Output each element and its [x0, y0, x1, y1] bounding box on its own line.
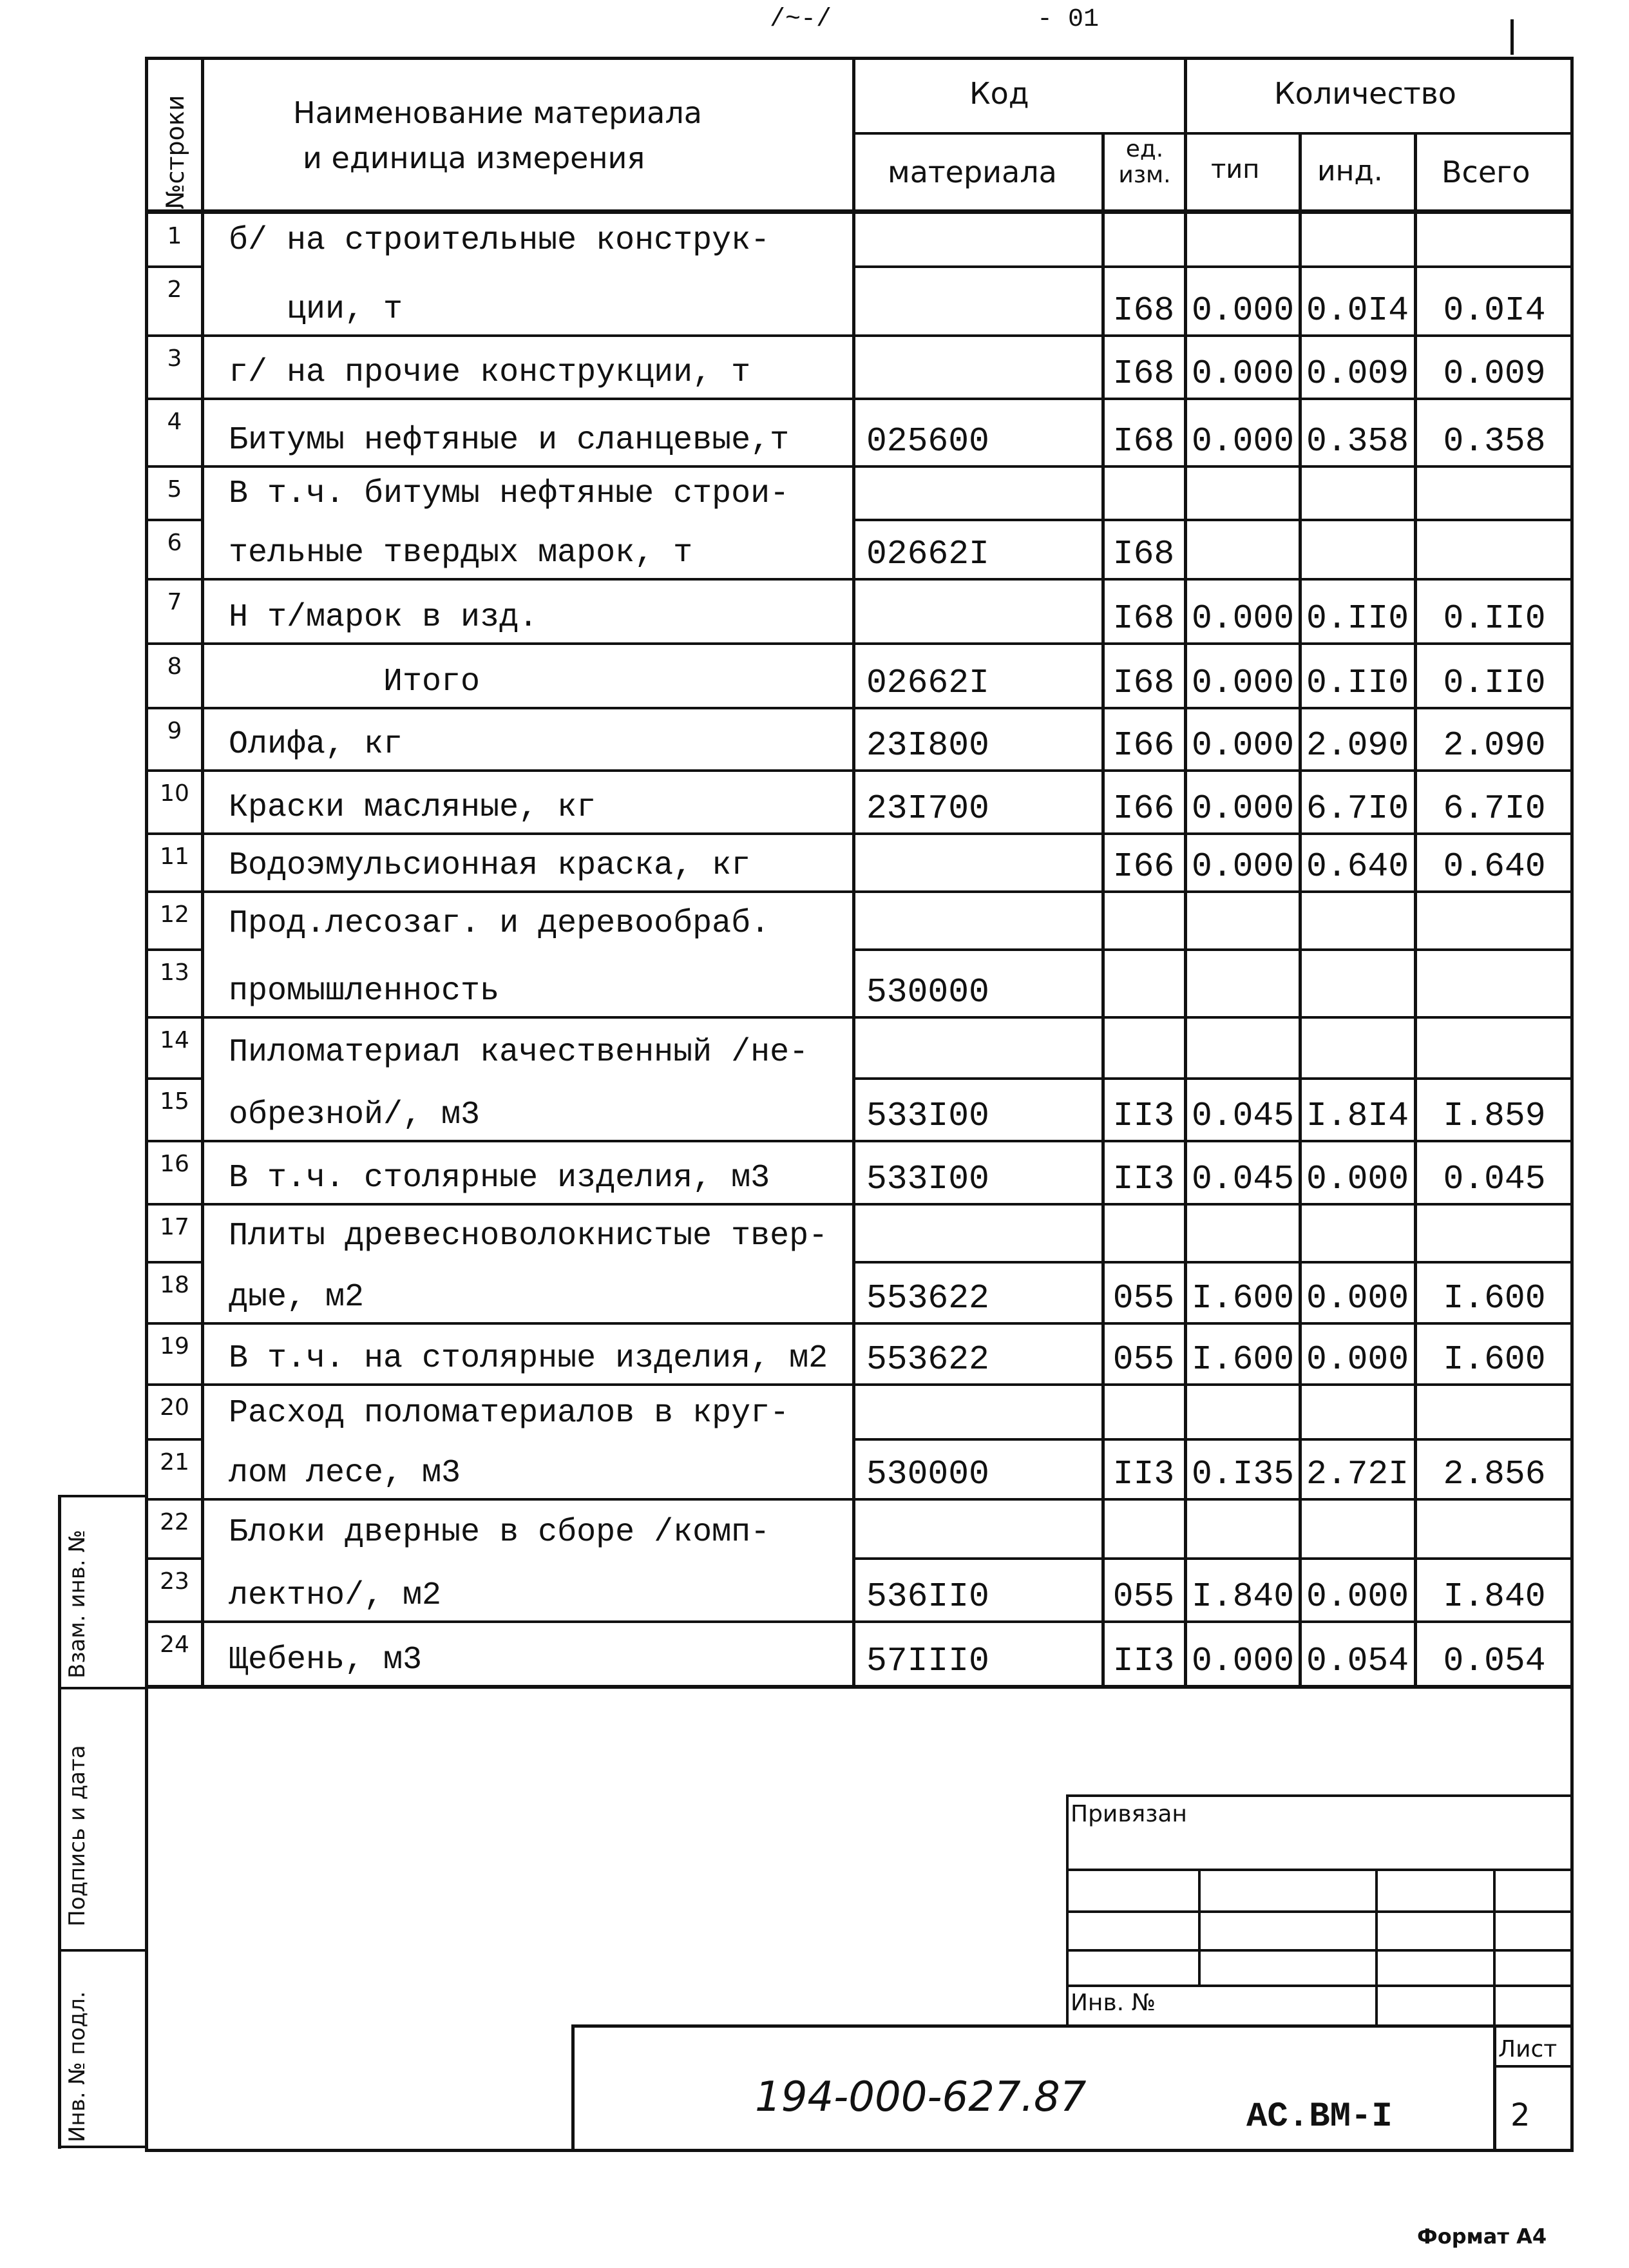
table-cell-unit: I68 [1112, 422, 1175, 461]
table-cell-unit: 055 [1112, 1279, 1175, 1318]
table-cell-unit: I66 [1112, 726, 1175, 765]
table-cell-name: ции, т [229, 291, 403, 328]
table-row-line [145, 1016, 1574, 1019]
table-cell-ind: 0.054 [1306, 1642, 1409, 1680]
table-cell-unit: I68 [1112, 664, 1175, 702]
header-qty-group: Количество [1274, 76, 1456, 111]
table-cell-unit: I68 [1112, 354, 1175, 393]
table-row-number: 3 [167, 345, 182, 372]
stamp-grid-v3 [1493, 1869, 1496, 2026]
table-row-number: 4 [167, 408, 182, 435]
stamp-main-left [571, 2024, 575, 2152]
table-cell-name: Н т/марок в изд. [229, 599, 538, 636]
table-cell-typ: 0.000 [1191, 1642, 1295, 1680]
table-cell-name: Плиты древесноволокнистые твер- [229, 1218, 828, 1254]
table-cell-name: В т.ч. столярные изделия, м3 [229, 1160, 770, 1196]
table-cell-ind: 0.009 [1306, 354, 1409, 393]
table-cell-name: обрезной/, м3 [229, 1097, 481, 1133]
header-code-group: Код [969, 76, 1029, 111]
table-cell-ind: I.8I4 [1306, 1097, 1409, 1135]
table-cell-name: Водоэмульсионная краска, кг [229, 847, 751, 884]
table-cell-name: В т.ч. битумы нефтяные строи- [229, 476, 790, 512]
header-name-line1: Наименование материала [293, 95, 702, 130]
table-row-number: 18 [160, 1272, 189, 1298]
table-cell-total: 2.856 [1443, 1455, 1546, 1494]
table-row-line [145, 890, 1574, 893]
header-name-line2: и единица измерения [303, 140, 645, 175]
stamp-doc-number: 194-000-627.87 [755, 2073, 1087, 2121]
table-cell-name: промышленность [229, 973, 500, 1010]
header-qty-ind: инд. [1317, 155, 1383, 187]
table-row-number: 2 [167, 276, 182, 303]
header-row-number: №строки [161, 95, 189, 209]
table-cell-name: Расход поломатериалов в круг- [229, 1395, 790, 1432]
table-border-top [145, 57, 1574, 60]
header-code-material: материала [888, 155, 1057, 189]
format-label: Формат А4 [1417, 2224, 1547, 2249]
table-cell-unit: II3 [1112, 1455, 1175, 1494]
stamp-grid-v2 [1375, 1869, 1378, 2026]
table-cell-name: г/ на прочие конструкции, т [229, 354, 751, 391]
table-cell-ind: 0.000 [1306, 1279, 1409, 1318]
table-cell-total: I.859 [1443, 1097, 1546, 1135]
table-cell-typ: 0.045 [1191, 1097, 1295, 1135]
table-row-line [145, 642, 1574, 645]
table-row-line [145, 1322, 1574, 1325]
table-cell-typ: 0.000 [1191, 291, 1295, 330]
table-row-line [145, 1140, 1574, 1142]
table-cell-code: 530000 [866, 1455, 989, 1494]
table-row-number: 13 [160, 959, 189, 986]
table-cell-name: дые, м2 [229, 1279, 365, 1316]
table-cell-unit: II3 [1112, 1097, 1175, 1135]
table-cell-total: 0.358 [1443, 422, 1546, 461]
stamp-sheet-left [1493, 2024, 1496, 2152]
table-cell-unit: I66 [1112, 847, 1175, 886]
stamp-grid-h3 [1066, 1949, 1574, 1952]
top-fragment-left: /~-/ [770, 5, 832, 34]
table-row-line-right [852, 1557, 1574, 1560]
table-cell-unit: I68 [1112, 599, 1175, 638]
table-cell-code: 533I00 [866, 1097, 989, 1135]
table-row-number: 21 [160, 1449, 189, 1475]
table-cell-code: 533I00 [866, 1160, 989, 1198]
table-row-line [145, 465, 1574, 468]
table-row-line-right [852, 265, 1574, 268]
table-cell-code: 23I700 [866, 789, 989, 828]
table-cell-unit: 055 [1112, 1340, 1175, 1379]
table-row-line [145, 1557, 203, 1560]
table-row-line [145, 1383, 1574, 1386]
table-cell-typ: 0.000 [1191, 599, 1295, 638]
stamp-grid-h1 [1066, 1869, 1574, 1871]
top-fragment-right: - 01 [1037, 5, 1100, 34]
table-row-line [145, 1620, 1574, 1623]
table-cell-code: 025600 [866, 422, 989, 461]
table-cell-code: 02662I [866, 535, 989, 573]
table-cell-name: Блоки дверные в сборе /комп- [229, 1514, 770, 1551]
table-cell-typ: I.600 [1191, 1279, 1295, 1318]
table-cell-name: б/ на строительные конструк- [229, 222, 770, 259]
stamp-grid-h4 [1066, 1984, 1574, 1987]
stamp-main-top [571, 2024, 1574, 2028]
table-cell-typ: 0.000 [1191, 726, 1295, 765]
table-cell-unit: I68 [1112, 535, 1175, 573]
side-strip-top [58, 1495, 148, 1497]
table-row-number: 16 [160, 1151, 189, 1177]
col-line-name [852, 57, 855, 1687]
table-row-line [145, 832, 1574, 835]
table-cell-code: 02662I [866, 664, 989, 702]
table-cell-typ: I.840 [1191, 1577, 1295, 1616]
table-row-line [145, 265, 203, 268]
table-cell-unit: I68 [1112, 291, 1175, 330]
table-row-line [145, 948, 203, 951]
table-cell-name: Итого [229, 664, 481, 700]
side-strip-left [58, 1495, 61, 2149]
table-row-line [145, 334, 1574, 337]
table-cell-total: I.600 [1443, 1340, 1546, 1379]
header-code-unit: ед. изм. [1118, 136, 1171, 188]
table-cell-unit: II3 [1112, 1160, 1175, 1198]
table-row-line [145, 769, 1574, 772]
side-strip-div1 [58, 1687, 148, 1689]
table-cell-ind: 2.72I [1306, 1455, 1409, 1494]
table-row-line-right [852, 1438, 1574, 1441]
table-cell-name: тельные твердых марок, т [229, 535, 693, 572]
table-cell-typ: 0.000 [1191, 664, 1295, 702]
table-cell-typ: I.600 [1191, 1340, 1295, 1379]
table-row-number: 5 [167, 476, 182, 503]
table-cell-ind: 6.7I0 [1306, 789, 1409, 828]
table-cell-name: Битумы нефтяные и сланцевые,т [229, 422, 790, 459]
table-cell-total: 0.II0 [1443, 599, 1546, 638]
table-cell-typ: 0.000 [1191, 789, 1295, 828]
table-cell-name: Пиломатериал качественный /не- [229, 1034, 809, 1071]
table-row-number: 19 [160, 1333, 189, 1360]
table-border-bottom [145, 2149, 1574, 2152]
table-row-number: 14 [160, 1027, 189, 1053]
table-cell-ind: 0.358 [1306, 422, 1409, 461]
table-cell-code: 57III0 [866, 1642, 989, 1680]
header-bottom-line [145, 209, 1574, 214]
table-cell-name: Олифа, кг [229, 726, 403, 763]
table-cell-total: I.600 [1443, 1279, 1546, 1318]
side-label-inv-podl: Инв. № подл. [64, 1991, 90, 2142]
table-cell-typ: 0.I35 [1191, 1455, 1295, 1494]
table-cell-name: В т.ч. на столярные изделия, м2 [229, 1340, 828, 1377]
table-cell-total: 2.090 [1443, 726, 1546, 765]
side-strip-bottom [58, 2146, 148, 2148]
table-cell-total: 0.II0 [1443, 664, 1546, 702]
table-row-line [145, 398, 1574, 400]
table-row-line-right [852, 1077, 1574, 1080]
stamp-sheet-number: 2 [1510, 2097, 1530, 2133]
stamp-grid-v1 [1198, 1869, 1201, 1984]
stamp-sheet-mid [1493, 2065, 1574, 2068]
table-row-line-right [852, 948, 1574, 951]
side-label-podpis: Подпись и дата [64, 1745, 90, 1927]
table-cell-total: 0.640 [1443, 847, 1546, 886]
stamp-privyazan: Привязан [1071, 1801, 1187, 1827]
table-row-line [145, 1077, 203, 1080]
table-row-number: 22 [160, 1509, 189, 1535]
table-row-number: 8 [167, 653, 182, 680]
table-cell-typ: 0.000 [1191, 422, 1295, 461]
table-row-line-right [852, 519, 1574, 521]
table-cell-name: лом лесе, м3 [229, 1455, 461, 1492]
table-cell-total: 0.054 [1443, 1642, 1546, 1680]
table-cell-ind: 0.000 [1306, 1577, 1409, 1616]
table-row-number: 6 [167, 530, 182, 556]
table-cell-unit: II3 [1112, 1642, 1175, 1680]
stamp-sheet-label: Лист [1498, 2036, 1558, 2062]
table-row-line-right [852, 1261, 1574, 1264]
header-mid-line [853, 132, 1574, 135]
table-row-line [145, 1261, 203, 1264]
table-row-number: 9 [167, 718, 182, 744]
table-cell-total: 0.0I4 [1443, 291, 1546, 330]
table-row-number: 7 [167, 589, 182, 615]
table-cell-ind: 0.000 [1306, 1340, 1409, 1379]
table-cell-total: 0.009 [1443, 354, 1546, 393]
table-cell-name: лектно/, м2 [229, 1577, 442, 1614]
table-row-number: 24 [160, 1631, 189, 1658]
header-qty-total: Всего [1442, 155, 1530, 189]
table-cell-ind: 0.II0 [1306, 664, 1409, 702]
table-cell-total: 6.7I0 [1443, 789, 1546, 828]
table-row-number: 20 [160, 1394, 189, 1421]
table-row-line [145, 519, 203, 521]
table-cell-ind: 0.000 [1306, 1160, 1409, 1198]
table-row-line [145, 1438, 203, 1441]
table-cell-typ: 0.000 [1191, 354, 1295, 393]
table-row-number: 15 [160, 1088, 189, 1115]
header-qty-type: тип [1211, 155, 1260, 184]
table-row-number: 11 [160, 843, 189, 870]
table-cell-ind: 0.0I4 [1306, 291, 1409, 330]
table-cell-code: 536II0 [866, 1577, 989, 1616]
table-cell-code: 553622 [866, 1279, 989, 1318]
table-cell-total: 0.045 [1443, 1160, 1546, 1198]
side-label-vzam: Взам. инв. № [64, 1530, 90, 1678]
table-cell-code: 530000 [866, 973, 989, 1012]
table-cell-name: Прод.лесозаг. и деревообраб. [229, 905, 770, 942]
table-cell-name: Краски масляные, кг [229, 789, 596, 826]
table-row-line [145, 707, 1574, 709]
col-line-rowno [201, 57, 204, 1687]
table-cell-typ: 0.000 [1191, 847, 1295, 886]
side-strip-div2 [58, 1949, 148, 1952]
side-strip-right [145, 1495, 148, 2149]
table-row-number: 23 [160, 1568, 189, 1595]
top-right-tick [1510, 19, 1514, 55]
table-row-line [145, 1203, 1574, 1206]
table-cell-name: Щебень, м3 [229, 1642, 423, 1678]
table-cell-typ: 0.045 [1191, 1160, 1295, 1198]
stamp-privyazan-top [1066, 1794, 1574, 1797]
table-row-line [145, 578, 1574, 581]
table-cell-ind: 0.640 [1306, 847, 1409, 886]
table-cell-ind: 2.090 [1306, 726, 1409, 765]
stamp-grid-h2 [1066, 1910, 1574, 1913]
table-row-number: 1 [167, 223, 182, 249]
table-cell-code: 553622 [866, 1340, 989, 1379]
table-cell-code: 23I800 [866, 726, 989, 765]
table-cell-ind: 0.II0 [1306, 599, 1409, 638]
table-row-line [145, 1685, 1574, 1689]
stamp-code: АС.ВМ-I [1246, 2097, 1393, 2137]
table-row-number: 17 [160, 1214, 189, 1240]
table-row-number: 12 [160, 901, 189, 928]
stamp-inv-no: Инв. № [1071, 1990, 1156, 2016]
table-row-number: 10 [160, 780, 189, 807]
table-row-line [145, 1498, 1574, 1501]
table-cell-unit: 055 [1112, 1577, 1175, 1616]
table-cell-unit: I66 [1112, 789, 1175, 828]
table-cell-total: I.840 [1443, 1577, 1546, 1616]
